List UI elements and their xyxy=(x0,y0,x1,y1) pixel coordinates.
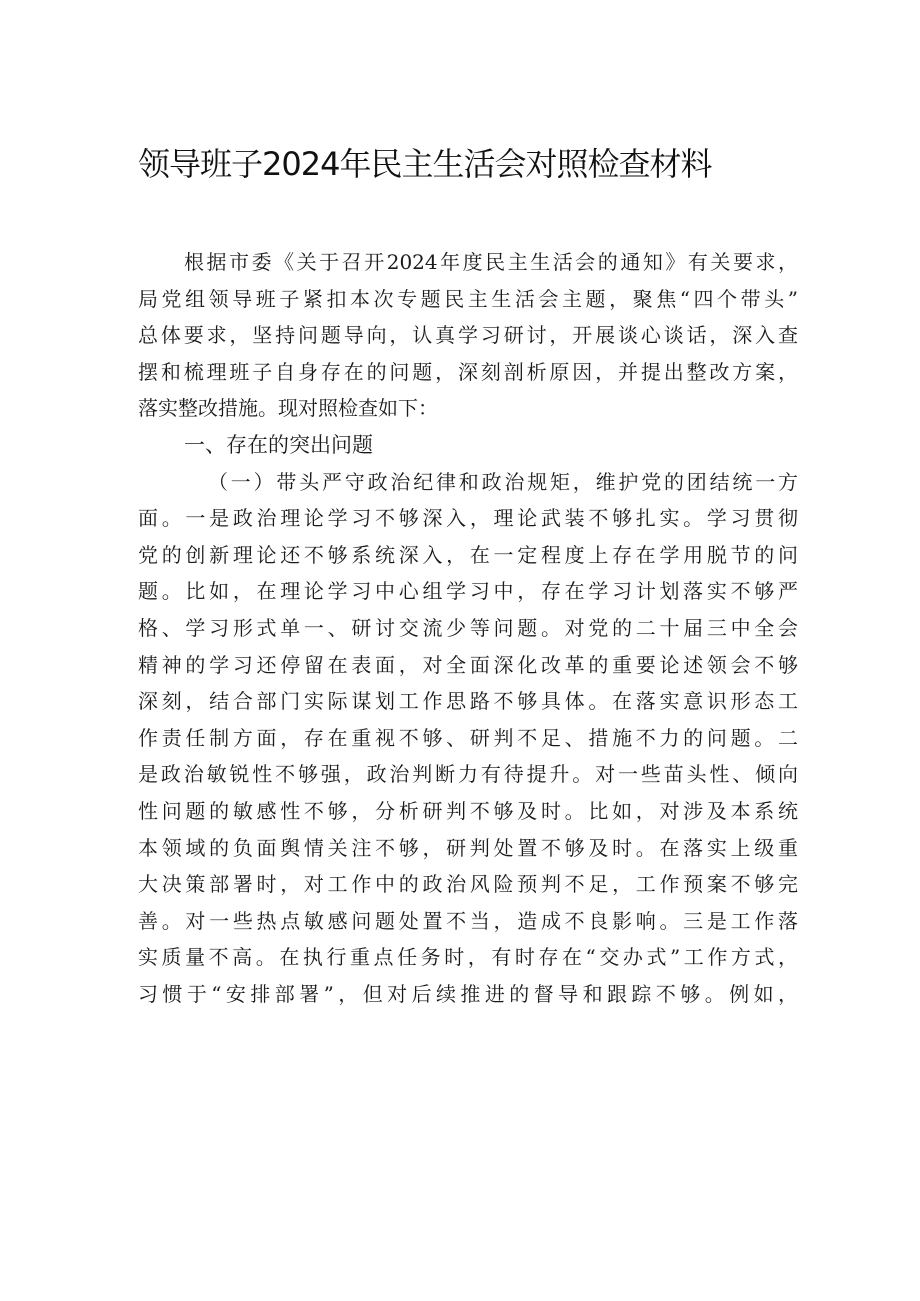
paragraph-line: 局党组领导班子紧扣本次专题民主生活会主题，聚焦“四个带头” xyxy=(138,286,798,311)
document-title: 领导班子2024年民主生活会对照检查材料 xyxy=(138,145,712,183)
paragraph-line: 习惯于“安排部署”，但对后续推进的督导和跟踪不够。例如， xyxy=(138,981,798,1006)
paragraph-line: 落实整改措施。现对照检查如下： xyxy=(138,396,438,421)
paragraph-line: 面。一是政治理论学习不够深入，理论武装不够扎实。学习贯彻 xyxy=(138,506,798,531)
paragraph-line: 大决策部署时，对工作中的政治风险预判不足，工作预案不够完 xyxy=(138,872,798,897)
paragraph-line: 总体要求，坚持问题导向，认真学习研讨，开展谈心谈话，深入查 xyxy=(138,323,798,348)
document-body xyxy=(138,244,798,1012)
paragraph-line: 党的创新理论还不够系统深入，在一定程度上存在学用脱节的问 xyxy=(138,542,798,567)
paragraph-line: （一）带头严守政治纪律和政治规矩，维护党的团结统一方 xyxy=(208,469,798,494)
paragraph-line: 性问题的敏感性不够，分析研判不够及时。比如，对涉及本系统 xyxy=(138,798,798,823)
paragraph-line: 作责任制方面，存在重视不够、研判不足、措施不力的问题。二 xyxy=(138,725,798,750)
paragraph-line: 题。比如，在理论学习中心组学习中，存在学习计划落实不够严 xyxy=(138,579,798,604)
section-heading: 一、存在的突出问题 xyxy=(184,432,373,457)
paragraph-line: 实质量不高。在执行重点任务时，有时存在“交办式”工作方式， xyxy=(138,945,798,970)
paragraph-line: 本领域的负面舆情关注不够，研判处置不够及时。在落实上级重 xyxy=(138,835,798,860)
paragraph-line: 摆和梳理班子自身存在的问题，深刻剖析原因，并提出整改方案， xyxy=(138,359,798,384)
paragraph-line: 精神的学习还停留在表面，对全面深化改革的重要论述领会不够 xyxy=(138,652,798,677)
paragraph-line: 是政治敏锐性不够强，政治判断力有待提升。对一些苗头性、倾向 xyxy=(138,762,798,787)
paragraph-line: 善。对一些热点敏感问题处置不当，造成不良影响。三是工作落 xyxy=(138,908,798,933)
paragraph-line: 格、学习形式单一、研讨交流少等问题。对党的二十届三中全会 xyxy=(138,615,798,640)
paragraph-line: 根据市委《关于召开2024年度民主生活会的通知》有关要求， xyxy=(184,250,798,274)
paragraph-line: 深刻，结合部门实际谋划工作思路不够具体。在落实意识形态工 xyxy=(138,689,798,714)
